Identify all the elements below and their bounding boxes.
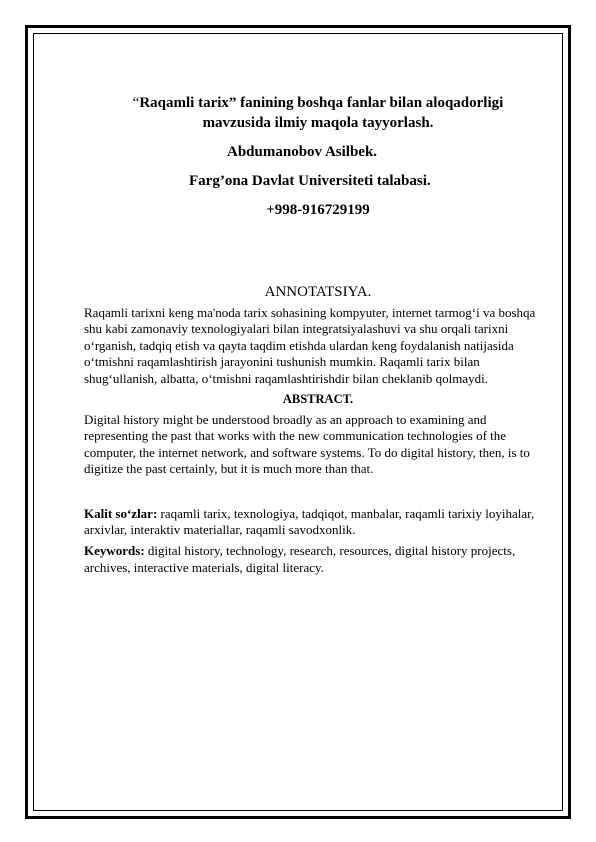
keywords-uz-label: Kalit so‘zlar: bbox=[84, 505, 158, 521]
keywords-uz bbox=[84, 506, 552, 539]
title-line-2: mavzusida ilmiy maqola tayyorlash. bbox=[202, 115, 434, 131]
title-quote-mark: “ bbox=[132, 95, 140, 111]
title-line-1: Raqamli tarix” fanining boshqa fanlar bilan aloqadorligi bbox=[139, 95, 504, 111]
author-name: Abdumanobov Asilbek. bbox=[227, 144, 378, 160]
annotation-text: Raqamli tarixni keng ma'noda tarix sohasining kompyuter, internet tarmog‘i va boshqa shu kabi zamonaviy texnologiyalari bilan integratsiyalashuvi va shu orqali tarixni o‘rganish, tadqiq etish va qayta taqdim etishda ulardan keng foydalanish natijasida o‘tmishni raqamlashtirish jarayonini tushunish mumkin. Raqamli tarix bilan shug‘ullanish, albatta, o‘tmishni raqamlashtirishdir bilan cheklanib qolmaydi. bbox=[84, 305, 536, 386]
document-body bbox=[84, 93, 552, 576]
abstract-text: Digital history might be understood broadly as an approach to examining and representing the past that works with the new communication technologies of the computer, the internet network, and software systems. To do digital history, then, is to digitize the past certainly, but it is much more than that. bbox=[84, 412, 530, 477]
abstract-heading: ABSTRACT. bbox=[282, 392, 354, 407]
annotation-heading: ANNOTATSIYA. bbox=[264, 284, 372, 300]
keywords-en-text: digital history, technology, research, resources, digital history projects, archives, interactive materials, digital literacy. bbox=[84, 543, 516, 575]
keywords-en-label: Keywords: bbox=[84, 543, 145, 559]
article-title bbox=[84, 93, 552, 133]
keywords-en bbox=[84, 543, 552, 576]
author-affiliation: Farg’ona Davlat Universiteti talabasi. bbox=[189, 173, 431, 189]
keywords-uz-text: raqamli tarix, texnologiya, tadqiqot, manbalar, raqamli tarixiy loyihalar, arxivlar, interaktiv materiallar, raqamli savodxonlik. bbox=[84, 505, 535, 538]
author-phone: +998-916729199 bbox=[266, 202, 370, 218]
